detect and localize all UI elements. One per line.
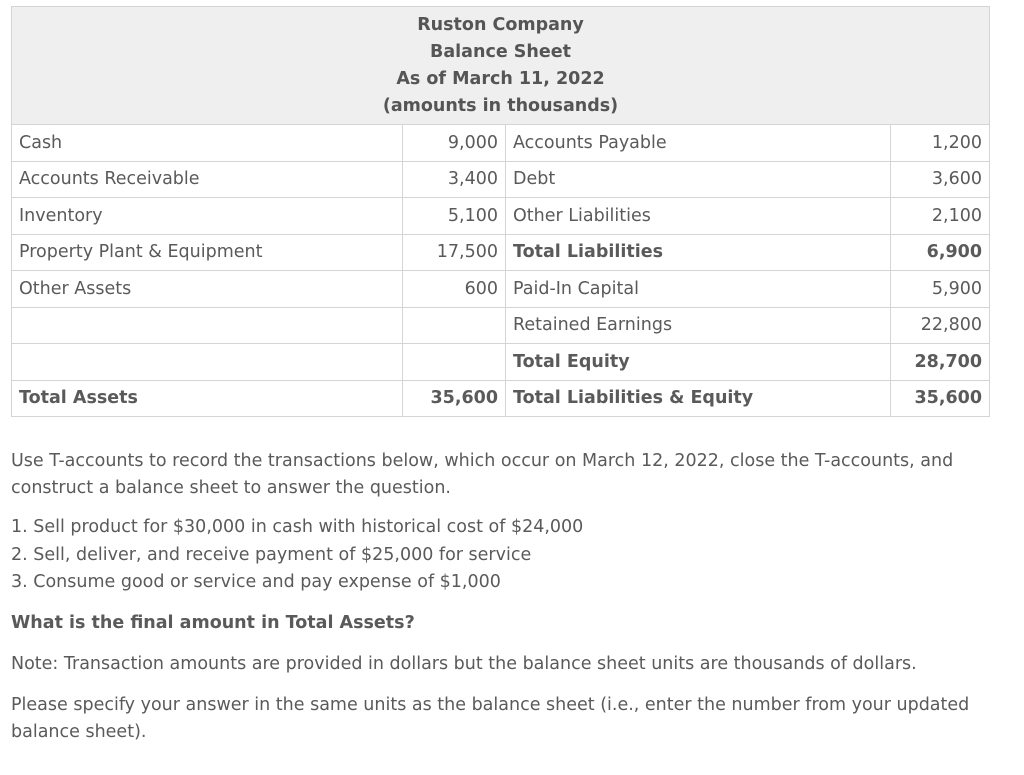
asset-label: Property Plant & Equipment: [12, 234, 403, 271]
balance-sheet-row: [12, 234, 990, 271]
question-prompt: What is the final amount in Total Assets?: [11, 613, 415, 633]
sheet-date: As of March 11, 2022: [396, 68, 605, 89]
asset-label: Cash: [12, 125, 403, 162]
sheet-units: (amounts in thousands): [382, 95, 619, 116]
asset-label: Accounts Receivable: [12, 161, 403, 198]
transaction-item: 2. Sell, deliver, and receive payment of $25,000 for service: [11, 544, 532, 565]
asset-amount: [403, 344, 506, 381]
balance-sheet-row: [12, 271, 990, 308]
asset-amount: 3,400: [403, 161, 506, 198]
asset-amount: 9,000: [403, 125, 506, 162]
balance-sheet-row: [12, 198, 990, 235]
liability-equity-label: Total Liabilities & Equity: [506, 380, 891, 417]
balance-sheet-header-row: [12, 7, 990, 125]
asset-amount: [403, 307, 506, 344]
asset-amount: 35,600: [403, 380, 506, 417]
asset-label: [12, 344, 403, 381]
liability-equity-amount: 1,200: [891, 125, 990, 162]
company-name: Ruston Company: [417, 14, 584, 35]
balance-sheet-row: [12, 380, 990, 417]
units-note: Note: Transaction amounts are provided in dollars but the balance sheet units are thousands of dollars.: [11, 654, 917, 674]
asset-amount: 600: [403, 271, 506, 308]
liability-equity-label: Total Liabilities: [506, 234, 891, 271]
transaction-item: 1. Sell product for $30,000 in cash with historical cost of $24,000: [11, 517, 584, 537]
liability-equity-amount: 5,900: [891, 271, 990, 308]
liability-equity-label: Total Equity: [506, 344, 891, 381]
asset-amount: 17,500: [403, 234, 506, 271]
liability-equity-amount: 6,900: [891, 234, 990, 271]
asset-label: Other Assets: [12, 271, 403, 308]
balance-sheet-row: [12, 161, 990, 198]
asset-label: [12, 307, 403, 344]
asset-amount: 5,100: [403, 198, 506, 235]
balance-sheet-table: [11, 6, 990, 417]
balance-sheet-row: [12, 125, 990, 162]
liability-equity-label: Retained Earnings: [506, 307, 891, 344]
liability-equity-label: Other Liabilities: [506, 198, 891, 235]
asset-label: Total Assets: [12, 380, 403, 417]
balance-sheet-row: [12, 307, 990, 344]
liability-equity-label: Paid-In Capital: [506, 271, 891, 308]
transaction-list: [11, 514, 583, 597]
liability-equity-amount: 22,800: [891, 307, 990, 344]
balance-sheet-header: [12, 7, 990, 125]
liability-equity-amount: 3,600: [891, 161, 990, 198]
sheet-title: Balance Sheet: [430, 41, 571, 62]
transaction-item: 3. Consume good or service and pay expense of $1,000: [11, 572, 501, 592]
liability-equity-label: Accounts Payable: [506, 125, 891, 162]
question-intro: Use T-accounts to record the transactions below, which occur on March 12, 2022, close the T-accounts, and construct a balance sheet to answer the question.: [11, 451, 954, 498]
balance-sheet-row: [12, 344, 990, 381]
answer-instruction: Please specify your answer in the same units as the balance sheet (i.e., enter the number from your updated balance sheet).: [11, 695, 970, 742]
liability-equity-amount: 2,100: [891, 198, 990, 235]
liability-equity-amount: 35,600: [891, 380, 990, 417]
liability-equity-amount: 28,700: [891, 344, 990, 381]
asset-label: Inventory: [12, 198, 403, 235]
liability-equity-label: Debt: [506, 161, 891, 198]
